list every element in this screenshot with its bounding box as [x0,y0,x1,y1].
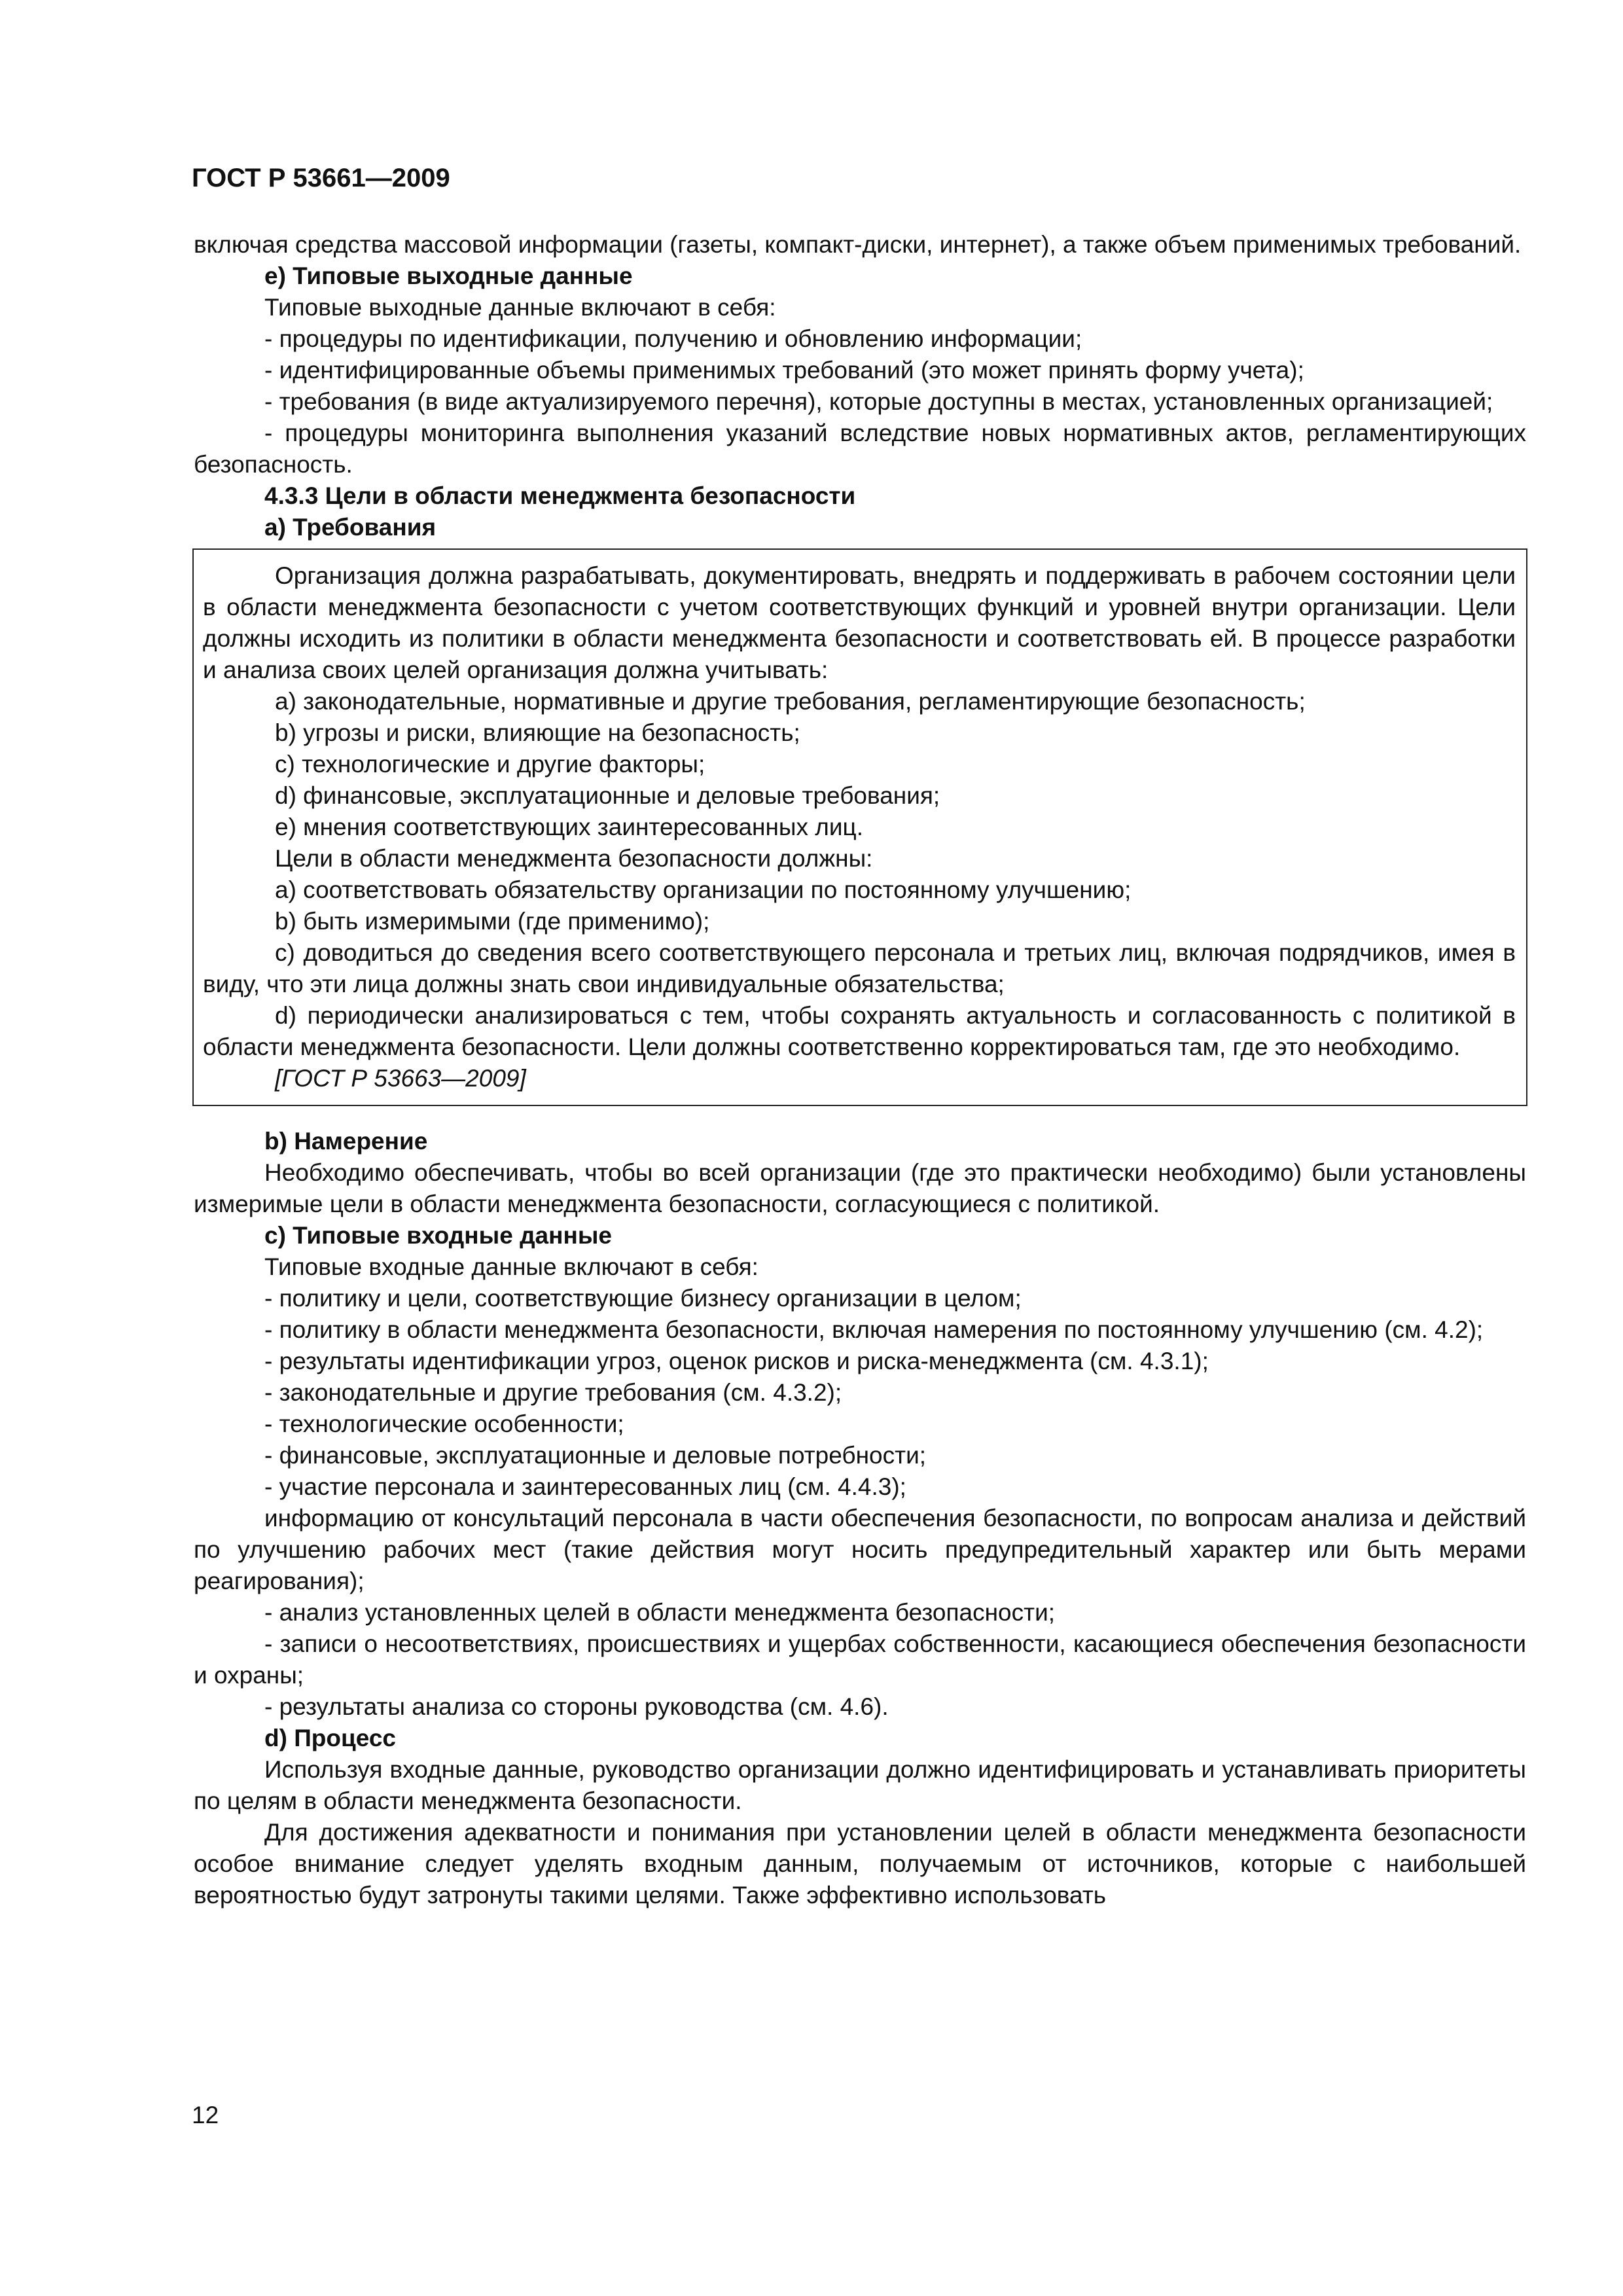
paragraph: включая средства массовой информации (газеты, компакт-диски, интернет), а также объем применимых требований. [194,231,1522,258]
paragraph: - требования (в виде актуализируемого перечня), которые доступны в местах, установленных организацией; [264,388,1493,415]
box-paragraph: a) соответствовать обязательству организации по постоянному улучшению; [275,876,1132,903]
citation: [ГОСТ Р 53663—2009] [275,1065,526,1092]
paragraph: Используя входные данные, руководство организации должно идентифицировать и устанавливать приоритеты по целям в области менеджмента безопасности. [194,1756,1526,1814]
box-paragraph: Цели в области менеджмента безопасности должны: [275,845,873,872]
document-body [194,229,1526,1911]
paragraph: - участие персонала и заинтересованных лиц (см. 4.4.3); [264,1473,906,1500]
paragraph: - финансовые, эксплуатационные и деловые потребности; [264,1442,927,1469]
paragraph: - законодательные и другие требования (см. 4.3.2); [264,1379,842,1406]
top-section [194,229,1526,543]
paragraph: - политику в области менеджмента безопасности, включая намерения по постоянному улучшению (см. 4.2); [264,1316,1484,1343]
box-paragraph: d) периодически анализироваться с тем, чтобы сохранять актуальность и согласованность с политикой в области менеджмента безопасности. Цели должны соответственно корректироваться там, где это необходимо. [203,1002,1516,1060]
paragraph: - записи о несоответствиях, происшествиях и ущербах собственности, касающиеся обеспечения безопасности и охраны; [194,1630,1526,1689]
paragraph: - результаты идентификации угроз, оценок рисков и риска-менеджмента (см. 4.3.1); [264,1348,1209,1374]
box-paragraph: c) доводиться до сведения всего соответствующего персонала и третьих лиц, включая подрядчиков, имея в виду, что эти лица должны знать свои индивидуальные обязательства; [203,939,1516,997]
section-heading: a) Требования [264,514,437,541]
paragraph: - идентифицированные объемы применимых требований (это может принять форму учета); [264,357,1304,384]
box-paragraph: e) мнения соответствующих заинтересованных лиц. [275,814,863,840]
paragraph: Типовые входные данные включают в себя: [264,1253,758,1280]
paragraph: - технологические особенности; [264,1410,624,1437]
document-header: ГОСТ Р 53661—2009 [192,164,450,192]
box-paragraph: d) финансовые, эксплуатационные и деловые требования; [275,782,940,809]
box-paragraph: a) законодательные, нормативные и другие требования, регламентирующие безопасность; [275,688,1306,715]
box-paragraph: b) угрозы и риски, влияющие на безопасность; [275,719,800,746]
paragraph: - анализ установленных целей в области менеджмента безопасности; [264,1599,1056,1626]
section-heading: b) Намерение [264,1128,428,1155]
bottom-section [194,1126,1526,1911]
section-heading: e) Типовые выходные данные [264,262,633,289]
box-paragraph: Организация должна разрабатывать, документировать, внедрять и поддерживать в рабочем состоянии цели в области менеджмента безопасности с учетом соответствующих функций и уровней внутри организации. Цели должны исходить из политики в области менеджмента безопасности и соответствовать ей. В процессе разработки и анализа своих целей организация должна учитывать: [203,562,1516,683]
paragraph: Необходимо обеспечивать, чтобы во всей организации (где это практически необходимо) были установлены измеримые цели в области менеджмента безопасности, согласующиеся с политикой. [194,1159,1526,1217]
section-heading: 4.3.3 Цели в области менеджмента безопасности [264,482,856,509]
paragraph: - политику и цели, соответствующие бизнесу организации в целом; [264,1285,1022,1312]
paragraph: - результаты анализа со стороны руководства (см. 4.6). [264,1693,889,1720]
paragraph: Для достижения адекватности и понимания при установлении целей в области менеджмента безопасности особое внимание следует уделять входным данным, получаемым от источников, которые с наибольшей вероятностью будут затронуты такими целями. Также эффективно использовать [194,1819,1526,1909]
section-heading: d) Процесс [264,1725,396,1751]
paragraph: информацию от консультаций персонала в части обеспечения безопасности, по вопросам анализа и действий по улучшению рабочих мест (такие действия могут носить предупредительный характер или быть мерами реагирования); [194,1505,1526,1594]
requirements-box [192,548,1527,1106]
page-number: 12 [192,2102,219,2128]
requirements-box-text [203,560,1516,1063]
section-heading: c) Типовые входные данные [264,1222,613,1249]
paragraph: - процедуры мониторинга выполнения указаний вследствие новых нормативных актов, регламентирующих безопасность. [194,420,1526,478]
box-paragraph: b) быть измеримыми (где применимо); [275,908,710,935]
box-paragraph: c) технологические и другие факторы; [275,751,705,778]
paragraph: Типовые выходные данные включают в себя: [264,294,776,321]
paragraph: - процедуры по идентификации, получению и обновлению информации; [264,325,1082,352]
